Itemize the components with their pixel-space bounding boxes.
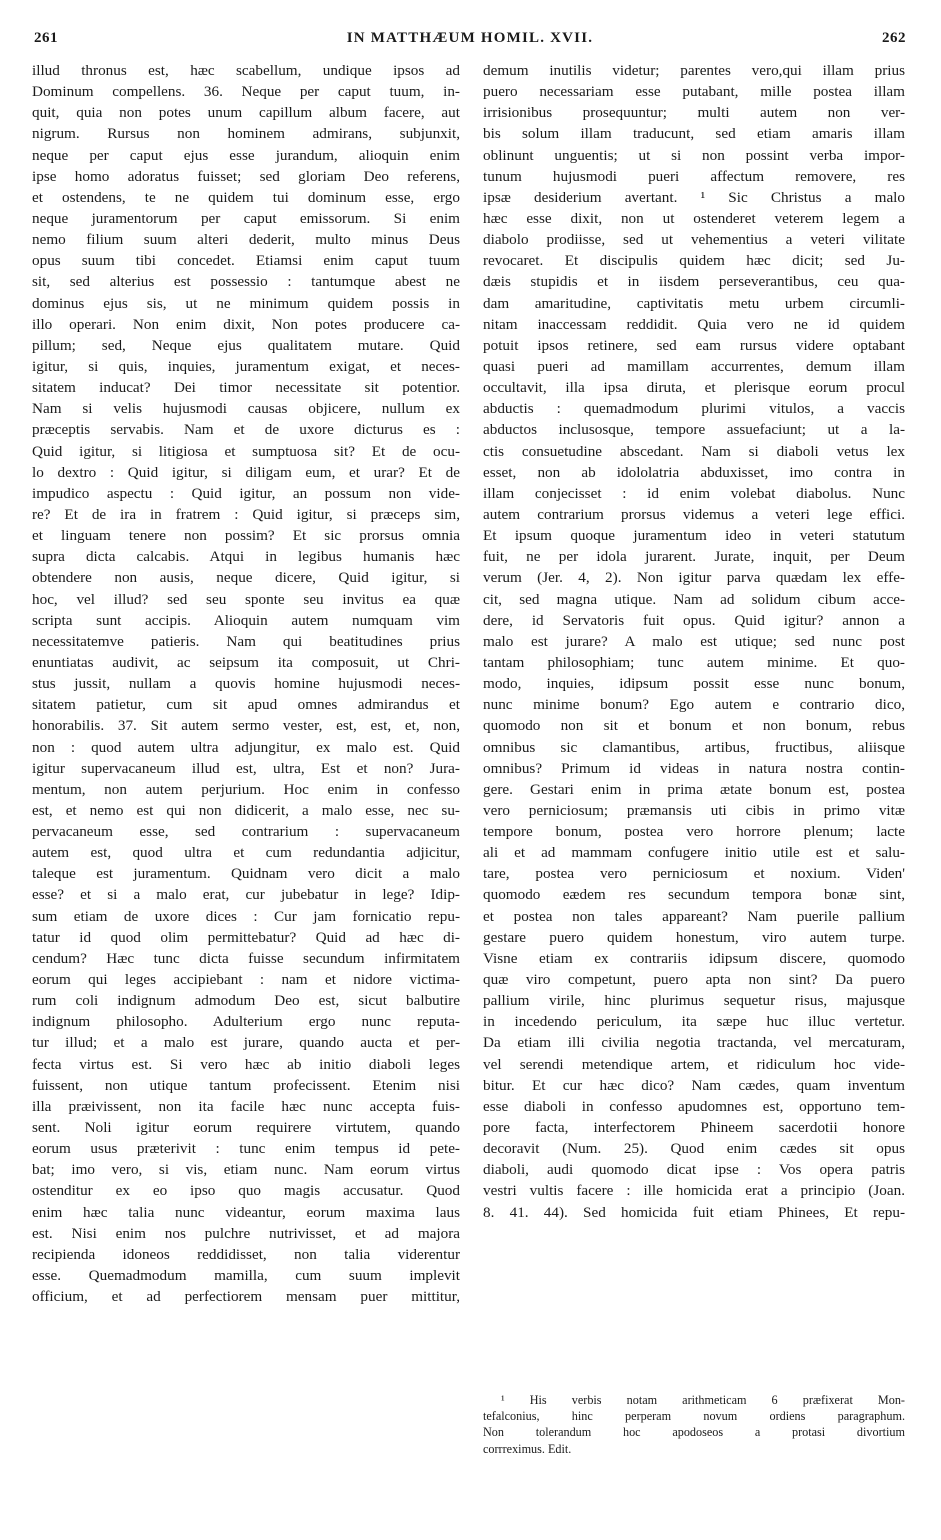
text-line: fecta virtus est. Si vero hæc ab initio diaboli leges [32, 1055, 460, 1073]
text-line: pervacaneum esse, sed contrarium : supervacaneum [32, 823, 460, 841]
text-line: taleque est juramentum. Quidnam vero dicit a malo [32, 865, 460, 883]
text-line: quomodo eædem res secundum tempora bonæ sint, [483, 886, 905, 904]
text-line: hoc, vel illud? sed seu sponte seu invitus ea quæ [32, 590, 460, 608]
text-line: fuissent, non utique tantum profecissent. Etenim nisi [32, 1076, 460, 1094]
text-line: vel serendi metendique artem, et ridiculum hoc vide- [483, 1055, 905, 1073]
text-line: lo dextro : Quid igitur, si diligam eum, et urar? Et de [32, 463, 460, 481]
text-line: autem contrarium prorsus videmus a veteri lege effici. [483, 505, 905, 523]
text-line: indignum philosopho. Adulterium ergo nunc reputa- [32, 1013, 460, 1031]
text-line: dominus ejus sis, ut ne minimum quidem possis in [32, 294, 460, 312]
text-line: modo, inquies, idipsum possit esse nunc bonum, [483, 675, 905, 693]
text-line: hæc esse dixit, non ut ostenderet veterem legem a [483, 209, 905, 227]
text-line: eorum usus præterivit : tunc enim tempus id pete- [32, 1140, 460, 1158]
text-line: Da etiam illi civilia negotia tractanda, vel mercaturam, [483, 1034, 905, 1052]
text-line: occultavit, illa ipsa diruta, et plerisque eorum procul [483, 379, 905, 397]
text-line: corrreximus. Edit. [483, 1441, 572, 1456]
text-line: et linguam tenere non possim? Et sic prorsus omnia [32, 527, 460, 545]
text-line: ostenditur ex eo ipso quo magis accusatur. Quod [32, 1182, 460, 1200]
text-line: et postea non tales appareant? Nam puerile pallium [483, 907, 905, 925]
text-line: illa præivissent, non ita facile hæc nunc accepta fuis- [32, 1097, 460, 1115]
text-line: quasi pueri ad mamillam accurrentes, demum illam [483, 357, 905, 375]
text-line: nunc minime bonum? Ego autem e contrario dico, [483, 696, 905, 714]
text-line: vero perniciosum; præmansis uti cibis in primo vitæ [483, 801, 905, 819]
text-line: omnibus sic clamantibus, artibus, fructibus, aliisque [483, 738, 905, 756]
text-line: honorabilis. 37. Sit autem sermo vester, est, est, et, non, [32, 717, 460, 735]
text-line: enuntiatas audivit, ac seipsum ita composuit, ut Chri- [32, 653, 460, 671]
text-line: puero necessariam esse putabant, mille postea illam [483, 83, 905, 101]
text-line: ipse homo adoratus fuisset; sed gloriam Deo referens, [32, 167, 460, 185]
text-line: ipsæ desiderium avertant. ¹ Sic Christus a malo [483, 188, 905, 206]
text-line: pillum; sed, Neque ejus qualitatem mutare. Quid [32, 336, 460, 354]
text-line: demum inutilis videtur; parentes vero,qui illam prius [483, 62, 905, 79]
text-line: stus jussit, nullam a quovis homine hujusmodi neces- [32, 675, 460, 693]
text-line: diaboli, audi quomodo dicat ipse : Vos opera patris [483, 1161, 905, 1179]
text-line: pallium virile, hinc plurimus sequetur risus, majusque [483, 992, 905, 1010]
text-line: Et ipsum quoque juramentum ideo in veteri statutum [483, 527, 905, 545]
text-line: Non tolerandum hoc apodoseos a protasi divortium [483, 1425, 905, 1440]
text-line: mentum, non autem perjurium. Hoc enim in confesso [32, 780, 460, 798]
text-line: tefalconius, hinc perperam novum ordiens paragraphum. [483, 1409, 905, 1424]
text-line: esse? et si a malo erat, cur jubebatur in lege? Idip- [32, 886, 460, 904]
text-line: neque juramentorum per caput emissorum. Si enim [32, 209, 460, 227]
text-line: omnibus? Primum id videas in natura nostra contin- [483, 759, 905, 777]
text-line: oblinunt unguentis; ut si non possint verba impor- [483, 146, 905, 164]
text-line: sitatem patietur, cum sit apud omnes admirandus et [32, 696, 460, 714]
page-number-left: 261 [34, 30, 58, 46]
text-line: esse diaboli in confesso apudomnes est, opportuno tem- [483, 1097, 905, 1115]
text-line: obtendere non ausis, neque dicere, Quid igitur, si [32, 569, 460, 587]
right-text-column [483, 60, 905, 1223]
text-line: nemo filium suum alteri dederit, multo minus Deus [32, 231, 460, 249]
text-line: Quid igitur, si litigiosa et sumptuosa sit? Et de ocu- [32, 442, 460, 460]
text-line: tantam philosophiam; tunc autem minime. Et quo- [483, 653, 905, 671]
text-line: et ostendens, te ne quidem tui dominum esse, ergo [32, 188, 460, 206]
text-line: tare, postea vero perniciosum et noxium. Viden' [483, 865, 905, 883]
text-line: fuit, ne per idola jurarent. Jurate, inquit, per Deum [483, 548, 905, 566]
page-number-right: 262 [882, 30, 906, 46]
text-line: re? Et de ira in fratrem : Quid igitur, si præceps sim, [32, 505, 460, 523]
text-line: nitam inaccessam reddidit. Quia vero ne id quidem [483, 315, 905, 333]
text-line: 8. 41. 44). Sed homicida fuit etiam Phinees, Et repu- [483, 1203, 905, 1221]
text-line: enim hæc talia nunc videantur, eorum maxima laus [32, 1203, 460, 1221]
text-line: bitur. Et cur hæc dico? Nam cædes, quam inventum [483, 1076, 905, 1094]
text-line: est. Nisi enim nos pulchre nutrivisset, et ad majora [32, 1224, 460, 1242]
left-text-column [32, 60, 460, 1307]
text-line: tunum hujusmodi pueri affectum removere, res [483, 167, 905, 185]
text-line: præceptis servabis. Nam et de uxore dicturus es : [32, 421, 460, 439]
text-line: potuit ipsos retinere, sed eam rursus videre optabant [483, 336, 905, 354]
text-line: verum (Jer. 4, 2). Non igitur parva quædam lex effe- [483, 569, 905, 587]
page-header [34, 30, 906, 54]
text-line: necessitatemve patieris. Nam qui beatitudines prius [32, 632, 460, 650]
text-line: cendum? Hæc tunc dicta fuisse secundum infirmitatem [32, 949, 460, 967]
text-line: sent. Noli igitur eorum requirere virtutem, quando [32, 1119, 460, 1137]
text-line: diabolo prodiisse, sed ut vehementius a veteri vilitate [483, 231, 905, 249]
text-line: Nam si velis hujusmodi causas objicere, nullum ex [32, 400, 460, 418]
text-line: cit, sed magna utique. Nam ad solidum cibum acce- [483, 590, 905, 608]
text-line: sit, sed alterius est possessio : tantumque abest ne [32, 273, 460, 291]
text-line: rum coli indignum admodum Deo est, sicut balbutire [32, 992, 460, 1010]
text-line: gestare puero quidem honestum, viro autem turpe. [483, 928, 905, 946]
text-line: quit, quia non potes unum capillum album facere, aut [32, 104, 460, 122]
text-line: dæis stupidis et in iisdem perseverantibus, ceu qua- [483, 273, 905, 291]
text-line: tatur id quod olim permittebatur? Quid ad hæc di- [32, 928, 460, 946]
text-line: dere, id Servatoris fuit opus. Quid igitur? annon a [483, 611, 905, 629]
text-line: illo operari. Non enim dixit, Non potes producere ca- [32, 315, 460, 333]
text-line: quomodo non sit et bonum et non bonum, rebus [483, 717, 905, 735]
text-line: ali et ad mammam confugere initio utile est et salu- [483, 844, 905, 862]
text-line: in incedendo periculum, ita sæpe huc illuc vertetur. [483, 1013, 905, 1031]
text-line: non : quod autem ultra adjungitur, ex malo est. Quid [32, 738, 460, 756]
text-line: impudico aspectu : Quid igitur, an possum non vide- [32, 484, 460, 502]
text-line: quæ viro competunt, puero apta non sint? Da puero [483, 971, 905, 989]
text-line: Dominum compellens. 36. Neque per caput tuum, in- [32, 83, 460, 101]
text-line: malo est jurare? A malo est utique; sed nunc post [483, 632, 905, 650]
text-line: Visne etiam ex contrariis idipsum discere, quomodo [483, 949, 905, 967]
text-line: recipienda idoneos reddidisset, non talia viderentur [32, 1245, 460, 1263]
text-line: ctis consuetudine abscedant. Nam si diaboli vetus lex [483, 442, 905, 460]
text-line: vestri vultis facere : ille homicida erat a principio (Joan. [483, 1182, 905, 1200]
running-title: IN MATTHÆUM HOMIL. XVII. [346, 30, 594, 46]
text-line: abductis : quemadmodum plurimi vitulos, a vaccis [483, 400, 905, 418]
text-line: tempore bonum, postea vero horrore plenum; lacte [483, 823, 905, 841]
text-line: ¹ His verbis notam arithmeticam 6 præfixerat Mon- [501, 1393, 905, 1407]
text-line: tur illud; et a malo est jurare, quando aucta et per- [32, 1034, 460, 1052]
text-line: sitatem inducat? Dei timor necessitate sit potentior. [32, 379, 460, 397]
text-line: opus suum tibi concedet. Etiamsi enim caput tuum [32, 252, 460, 270]
text-line: igitur, si quis, inquies, juramentum exigat, et neces- [32, 357, 460, 375]
text-line: pore facta, interfectorem Phineem sacerdotii honore [483, 1119, 905, 1137]
text-line: esset, non ab idololatria abduxisset, imo contra in [483, 463, 905, 481]
text-line: est, et nemo est qui non didicerit, a malo esse, nec su- [32, 801, 460, 819]
text-line: illud thronus est, hæc scabellum, undique ipsos ad [32, 62, 460, 79]
text-line: neque per caput ejus esse jurandum, alioquin enim [32, 146, 460, 164]
text-line: dam amaritudine, captivitatis metu urbem circumli- [483, 294, 905, 312]
text-line: bat; imo vero, si vis, etiam nunc. Nam eorum virtus [32, 1161, 460, 1179]
footnote [483, 1392, 905, 1457]
text-line: nigrum. Rursus non hominem admirans, subjunxit, [32, 125, 460, 143]
text-line: eorum qui leges accipiebant : nam et nidore victima- [32, 971, 460, 989]
text-line: autem est, quod ultra et cum redundantia adjicitur, [32, 844, 460, 862]
text-line: scripta sunt accipis. Alioquin autem numquam vim [32, 611, 460, 629]
text-line: igitur supervacaneum illud est, ultra, Est et non? Jura- [32, 759, 460, 777]
text-line: esse. Quemadmodum mamilla, cum suum implevit [32, 1267, 460, 1285]
text-line: revocaret. Et discipulis quidem hæc dicit; sed Ju- [483, 252, 905, 270]
text-line: gere. Gestari enim in prima ætate bonum est, postea [483, 780, 905, 798]
text-line: abductos inclusosque, tempore assuefaciunt; ut a la- [483, 421, 905, 439]
text-line: illam conjecisset : id enim volebat diabolus. Nunc [483, 484, 905, 502]
text-line: irrisionibus prosequuntur; multi autem non ver- [483, 104, 905, 122]
text-line: sum etiam de uxore dices : Cur jam fornicatio repu- [32, 907, 460, 925]
text-line: bis solum illam traducunt, sed etiam amaris illam [483, 125, 905, 143]
text-line: decoravit (Num. 25). Quod enim cædes sit opus [483, 1140, 905, 1158]
text-line: officium, et ad perfectiorem mensam puer mittitur, [32, 1288, 460, 1306]
text-line: supra dicta calcabis. Atqui in legibus humanis hæc [32, 548, 460, 566]
